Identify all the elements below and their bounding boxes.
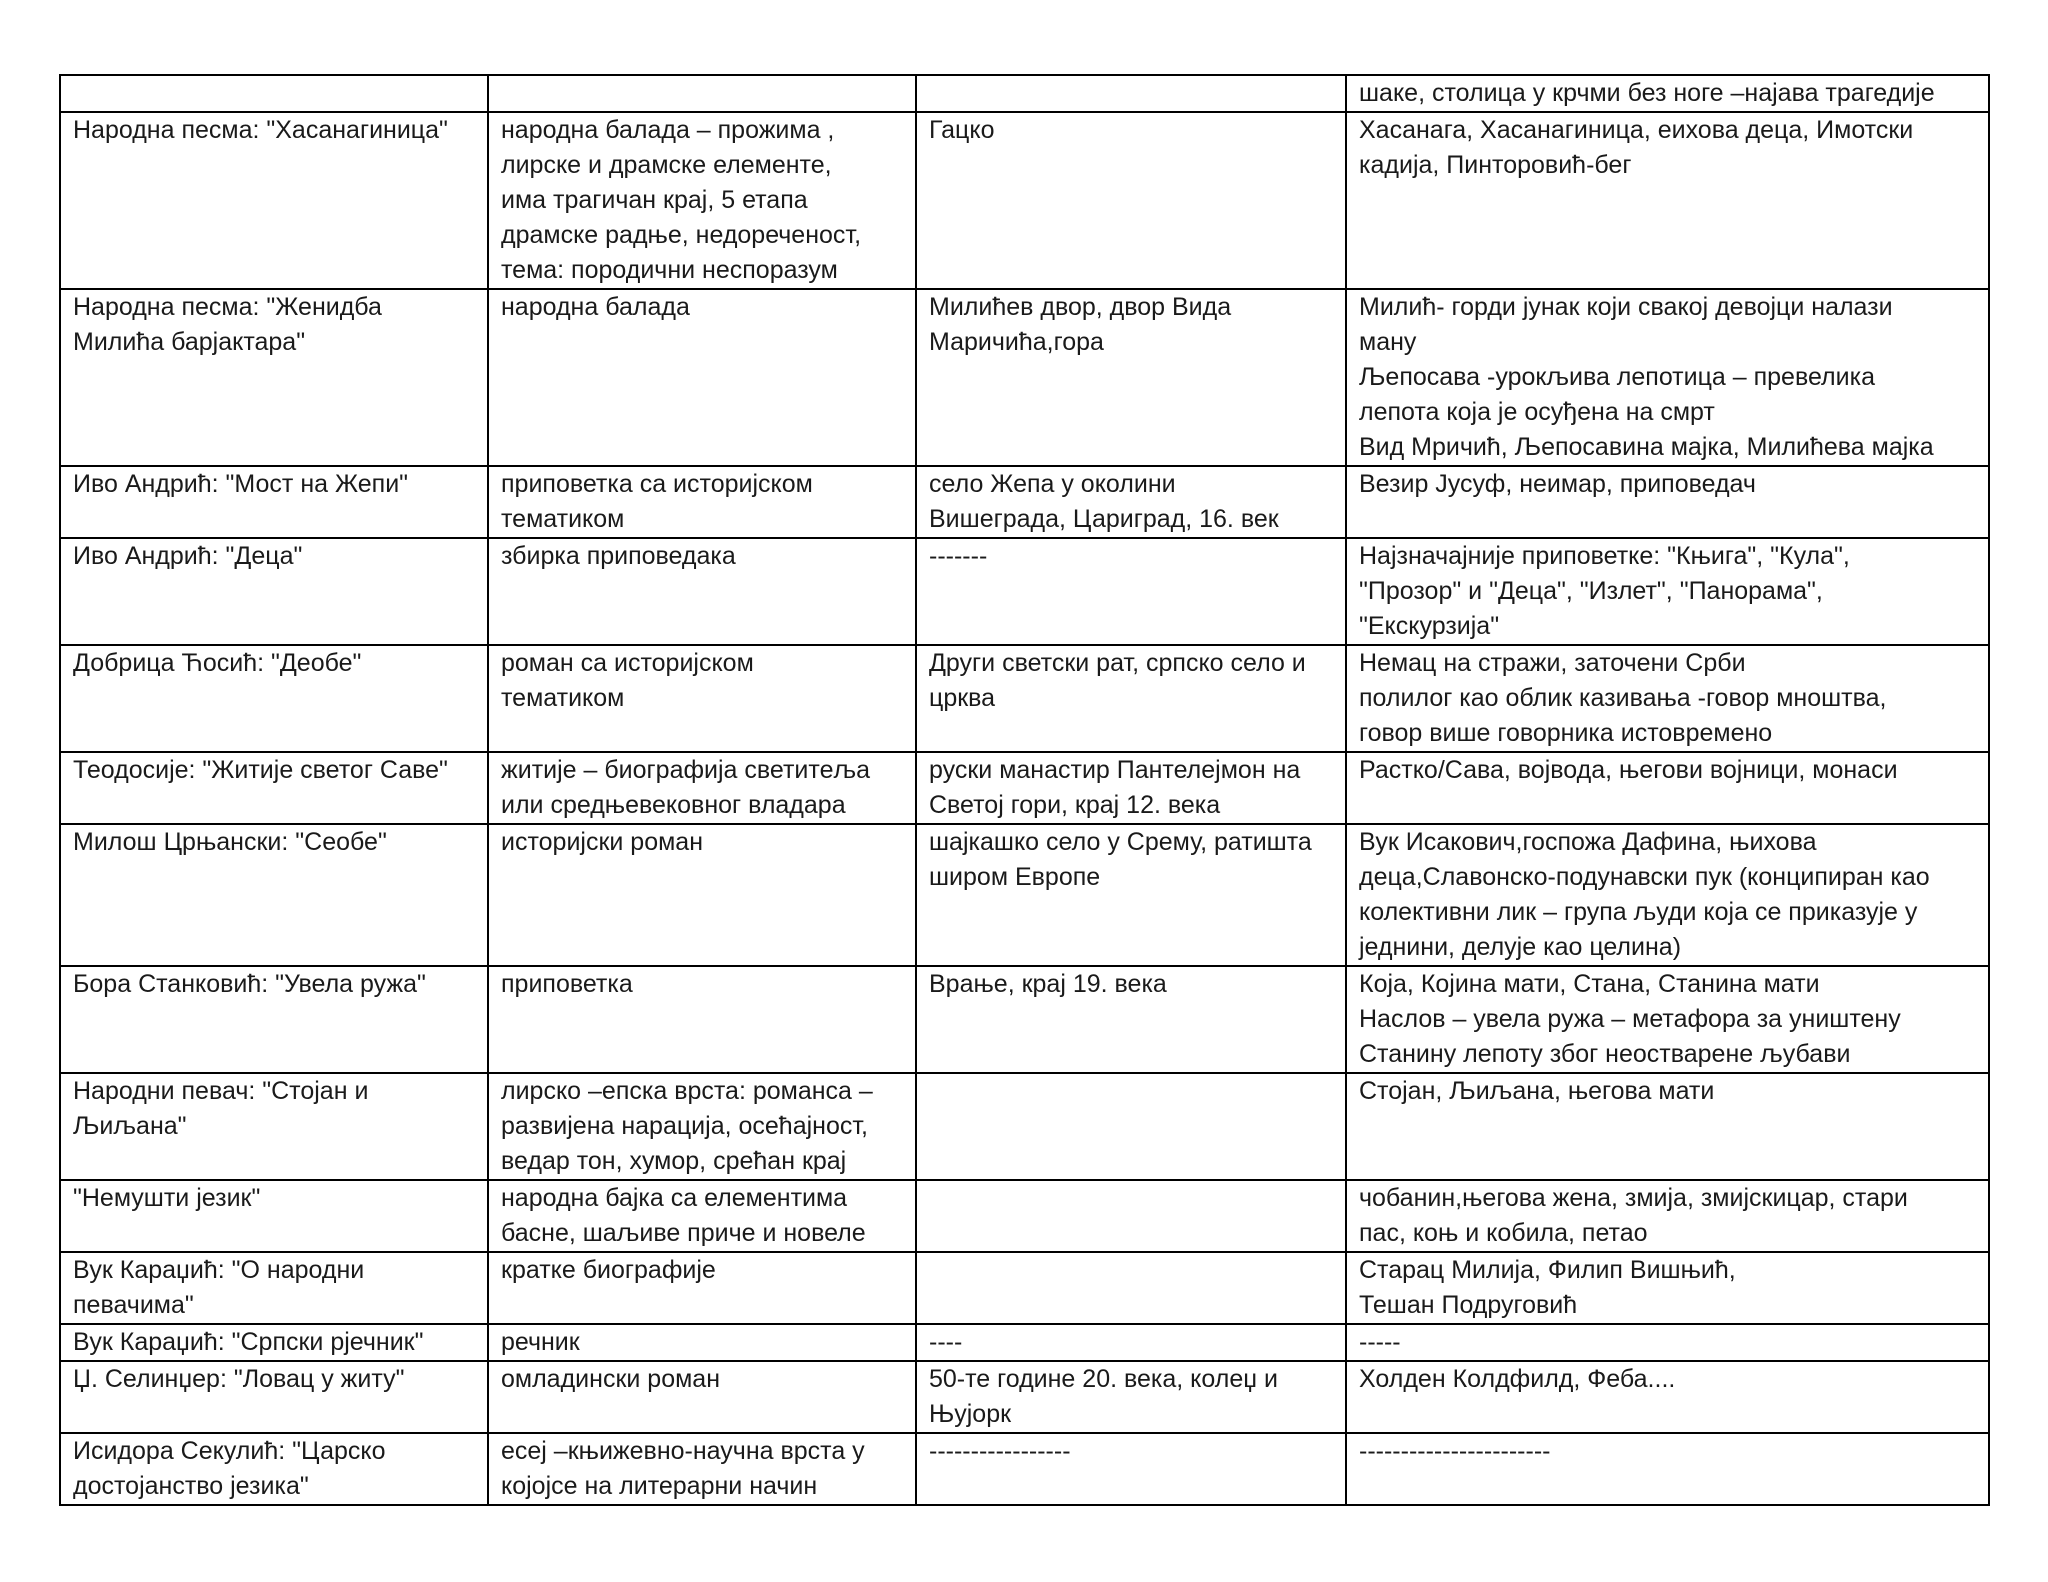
genre-text: народна бајка са елементима басне, шаљиве приче и новеле — [501, 1184, 866, 1247]
title-text: Иво Андрић: "Мост на Жепи" — [73, 470, 409, 498]
setting-cell — [916, 1073, 1346, 1180]
title-cell — [60, 466, 488, 538]
characters-cell — [1346, 1361, 1989, 1433]
genre-cell — [488, 1324, 916, 1361]
genre-cell — [488, 1361, 916, 1433]
table-row — [60, 112, 1989, 289]
genre-text: роман са историјском тематиком — [501, 649, 754, 712]
characters-cell — [1346, 824, 1989, 966]
characters-text: Стојан, Љиљана, његова мати — [1359, 1077, 1715, 1105]
title-text: Народна песма: "Женидба Милића барјактара" — [73, 293, 382, 356]
characters-text: Најзначајније приповетке: "Књига", "Кула", "Прозор" и "Деца", "Излет", "Панорама", "Екскурзија" — [1359, 542, 1850, 640]
title-text: Бора Станковић: "Увела ружа" — [73, 970, 426, 998]
characters-cell — [1346, 1252, 1989, 1324]
genre-cell — [488, 645, 916, 752]
characters-cell — [1346, 289, 1989, 466]
characters-text: ----- — [1359, 1328, 1401, 1356]
table-row — [60, 1361, 1989, 1433]
genre-cell — [488, 112, 916, 289]
setting-cell — [916, 112, 1346, 289]
characters-cell — [1346, 1073, 1989, 1180]
genre-text: народна балада – прожима , лирске и драмске елементе, има трагичан крај, 5 етапа драмске радње, недореченост, тема: породични неспоразум — [501, 116, 862, 284]
characters-text: Хасанага, Хасанагиница, еихова деца, Имотски кадија, Пинторовић-бег — [1359, 116, 1914, 179]
title-text: Теодосије: "Житије светог Саве" — [73, 756, 448, 784]
title-cell — [60, 1252, 488, 1324]
table-row — [60, 1252, 1989, 1324]
genre-cell — [488, 75, 916, 112]
setting-cell — [916, 466, 1346, 538]
genre-text: народна балада — [501, 293, 690, 321]
setting-text: Други светски рат, српско село и црква — [929, 649, 1306, 712]
characters-cell — [1346, 75, 1989, 112]
setting-cell — [916, 645, 1346, 752]
title-cell — [60, 289, 488, 466]
title-cell — [60, 966, 488, 1073]
title-cell — [60, 1073, 488, 1180]
characters-text: Која, Којина мати, Стана, Станина мати Наслов – увела ружа – метафора за уништену Станину лепоту због неостварене љубави — [1359, 970, 1901, 1068]
title-text: Вук Караџић: "О народни певачима" — [73, 1256, 365, 1319]
title-cell — [60, 1361, 488, 1433]
genre-text: приповетка — [501, 970, 633, 998]
table-row — [60, 1073, 1989, 1180]
title-cell — [60, 1324, 488, 1361]
table-row — [60, 466, 1989, 538]
title-text: Џ. Селинџер: "Ловац у житу" — [73, 1365, 405, 1393]
setting-text: Милићев двор, двор Вида Маричића,гора — [929, 293, 1232, 356]
genre-cell — [488, 752, 916, 824]
title-text: "Немушти језик" — [73, 1184, 261, 1212]
title-text: Добрица Ћосић: "Деобе" — [73, 649, 362, 677]
setting-text: ----------------- — [929, 1437, 1071, 1465]
title-text: Народна песма: "Хасанагиница" — [73, 116, 448, 144]
genre-cell — [488, 1180, 916, 1252]
title-text: Милош Црњански: "Сеобе" — [73, 828, 387, 856]
setting-text: Врање, крај 19. века — [929, 970, 1167, 998]
characters-cell — [1346, 1324, 1989, 1361]
table-row — [60, 1180, 1989, 1252]
setting-cell — [916, 824, 1346, 966]
genre-text: омладински роман — [501, 1365, 720, 1393]
characters-cell — [1346, 1180, 1989, 1252]
setting-cell — [916, 538, 1346, 645]
setting-text: ------- — [929, 542, 988, 570]
title-cell — [60, 1433, 488, 1505]
characters-cell — [1346, 966, 1989, 1073]
genre-text: кратке биографије — [501, 1256, 716, 1284]
characters-text: Везир Јусуф, неимар, приповедач — [1359, 470, 1756, 498]
title-cell — [60, 538, 488, 645]
characters-text: Старац Милија, Филип Вишњић, Тешан Подруговић — [1359, 1256, 1736, 1319]
genre-text: историјски роман — [501, 828, 704, 856]
table-row — [60, 1324, 1989, 1361]
characters-cell — [1346, 538, 1989, 645]
table-row — [60, 824, 1989, 966]
title-cell — [60, 112, 488, 289]
setting-text: ---- — [929, 1328, 963, 1356]
characters-text: Милић- горди јунак који свакој девојци налази ману Љепосава -урокљива лепотица – превелика лепота која је осуђена на смрт Вид Мричић, Љепосавина мајка, Милићева мајка — [1359, 293, 1934, 461]
characters-text: чобанин,његова жена, змија, змијскицар, стари пас, коњ и кобила, петао — [1359, 1184, 1908, 1247]
characters-text: шаке, столица у крчми без ноге –најава трагедије — [1359, 79, 1935, 107]
setting-cell — [916, 1180, 1346, 1252]
table-row — [60, 75, 1989, 112]
characters-cell — [1346, 645, 1989, 752]
title-cell — [60, 645, 488, 752]
genre-cell — [488, 466, 916, 538]
genre-cell — [488, 289, 916, 466]
characters-cell — [1346, 1433, 1989, 1505]
characters-text: Растко/Сава, војвода, његови војници, монаси — [1359, 756, 1898, 784]
characters-text: Холден Колдфилд, Феба.... — [1359, 1365, 1676, 1393]
setting-cell — [916, 752, 1346, 824]
genre-cell — [488, 538, 916, 645]
setting-cell — [916, 966, 1346, 1073]
table-row — [60, 966, 1989, 1073]
title-text: Вук Караџић: "Српски рјечник" — [73, 1328, 424, 1356]
genre-cell — [488, 966, 916, 1073]
genre-text: житије – биографија светитеља или средњевековног владара — [501, 756, 871, 819]
title-cell — [60, 1180, 488, 1252]
setting-cell — [916, 1252, 1346, 1324]
genre-cell — [488, 1073, 916, 1180]
genre-text: лирско –епска врста: романса – развијена нарација, осећајност, ведар тон, хумор, срећан крај — [501, 1077, 873, 1175]
setting-cell — [916, 1324, 1346, 1361]
setting-text: 50-те године 20. века, колеџ и Њујорк — [929, 1365, 1278, 1428]
setting-text: село Жепа у околини Вишеграда, Цариград, 16. век — [929, 470, 1279, 533]
title-text: Исидора Секулић: "Царско достојанство језика" — [73, 1437, 386, 1500]
setting-cell — [916, 1361, 1346, 1433]
table-body — [60, 75, 1989, 1505]
table-row — [60, 538, 1989, 645]
genre-text: приповетка са историјском тематиком — [501, 470, 813, 533]
setting-cell — [916, 1433, 1346, 1505]
genre-text: речник — [501, 1328, 580, 1356]
characters-cell — [1346, 752, 1989, 824]
genre-cell — [488, 1433, 916, 1505]
characters-cell — [1346, 112, 1989, 289]
genre-text: есеј –књижевно-научна врста у којојсе на литерарни начин — [501, 1437, 865, 1500]
table-row — [60, 1433, 1989, 1505]
title-cell — [60, 75, 488, 112]
title-text: Народни певач: "Стојан и Љиљана" — [73, 1077, 369, 1140]
genre-cell — [488, 1252, 916, 1324]
setting-text: шајкашко село у Срему, ратишта широм Европе — [929, 828, 1312, 891]
setting-cell — [916, 75, 1346, 112]
title-text: Иво Андрић: "Деца" — [73, 542, 303, 570]
setting-text: Гацко — [929, 116, 995, 144]
table-row — [60, 645, 1989, 752]
genre-text: збирка приповедака — [501, 542, 736, 570]
setting-cell — [916, 289, 1346, 466]
table-row — [60, 289, 1989, 466]
table-row — [60, 752, 1989, 824]
genre-cell — [488, 824, 916, 966]
literature-table — [59, 74, 1990, 1506]
setting-text: руски манастир Пантелејмон на Светој гори, крај 12. века — [929, 756, 1301, 819]
title-cell — [60, 752, 488, 824]
characters-cell — [1346, 466, 1989, 538]
characters-text: Немац на стражи, заточени Срби полилог као облик казивања -говор мноштва, говор више говорника истовремено — [1359, 649, 1887, 747]
characters-text: Вук Исакович,госпожа Дафина, њихова деца,Славонско-подунавски пук (конципиран као колективни лик – група људи која се приказује у једнини, делује као целина) — [1359, 828, 1930, 961]
title-cell — [60, 824, 488, 966]
characters-text: ----------------------- — [1359, 1437, 1551, 1465]
